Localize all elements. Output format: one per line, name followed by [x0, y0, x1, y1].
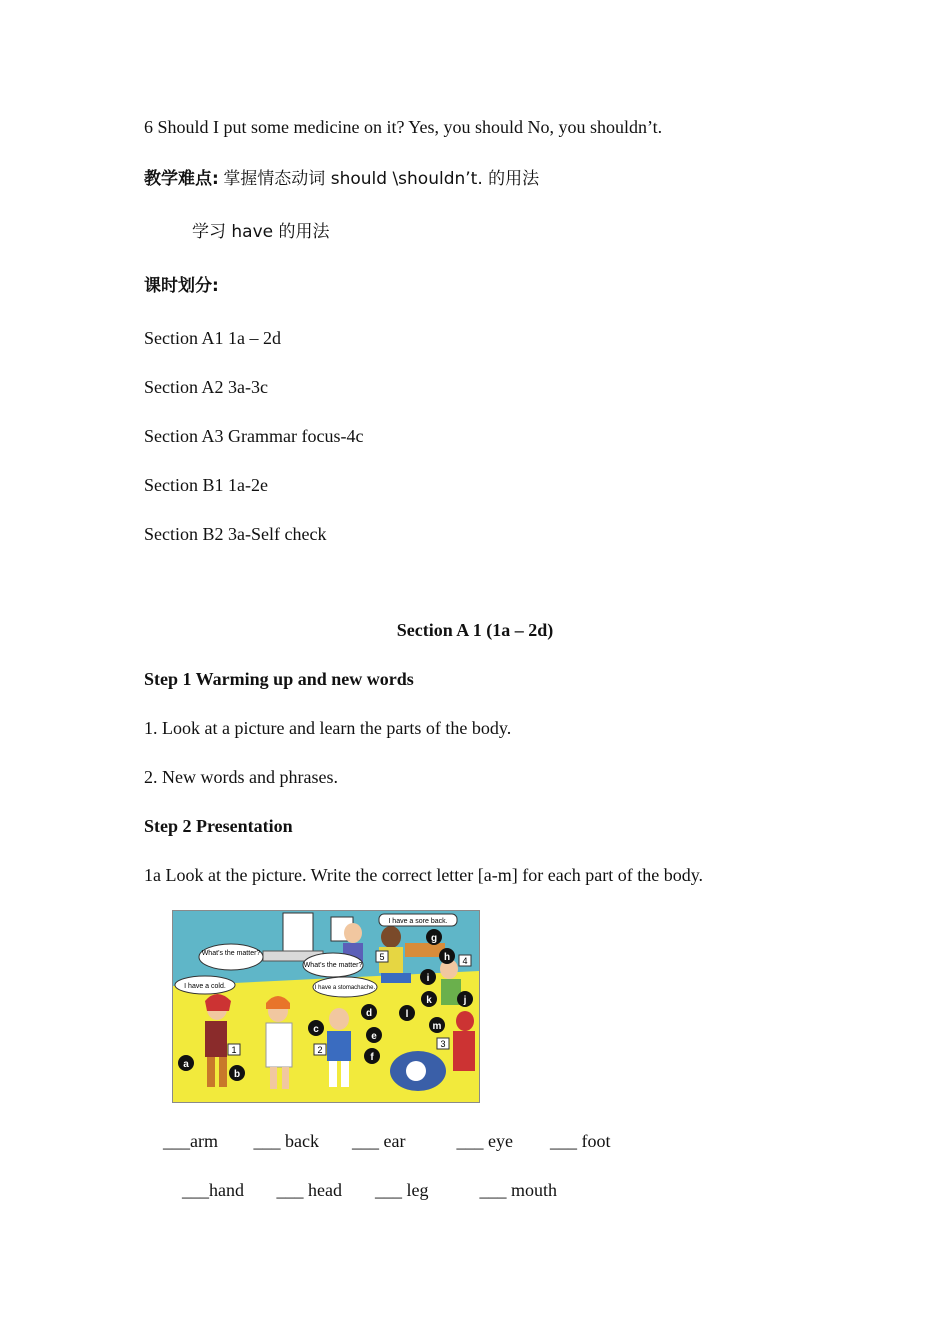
- blank-back[interactable]: ___ back: [253, 1131, 319, 1151]
- difficulty-text-2: 学习 have 的用法: [192, 222, 330, 242]
- marker-letter: j: [463, 995, 467, 1006]
- section-item: Section B1 1a-2e: [144, 475, 268, 495]
- clinic-scene-drawing: [173, 911, 479, 1102]
- marker-number: 1: [231, 1045, 237, 1055]
- blank-foot[interactable]: ___ foot: [550, 1131, 611, 1151]
- step1-item-2: 2. New words and phrases.: [144, 767, 338, 787]
- marker-letter: b: [233, 1069, 241, 1080]
- marker-letter: k: [426, 995, 432, 1006]
- marker-letter: m: [432, 1021, 442, 1032]
- marker-letter: a: [183, 1059, 189, 1070]
- bubble-text: I have a cold.: [184, 983, 226, 990]
- step1-item-1: 1. Look at a picture and learn the parts of the body.: [144, 718, 512, 738]
- marker-letter: e: [371, 1031, 377, 1042]
- marker-letter: l: [405, 1009, 409, 1020]
- blank-arm[interactable]: ___arm: [163, 1131, 218, 1151]
- marker-letter: f: [370, 1052, 374, 1063]
- sentence-6: 6 Should I put some medicine on it? Yes, you should No, you shouldn’t.: [144, 117, 663, 137]
- marker-number: 2: [317, 1045, 323, 1055]
- bubble-text: I have a stomachache.: [314, 985, 376, 991]
- blank-ear[interactable]: ___ ear: [352, 1131, 406, 1151]
- marker-letter: h: [443, 952, 451, 963]
- marker-number: 5: [379, 952, 385, 962]
- blank-hand[interactable]: ___hand: [182, 1180, 244, 1200]
- bubble-text: What’s the matter?: [303, 962, 363, 969]
- marker-letter: g: [430, 933, 438, 944]
- lesson-title: Section A 1 (1a – 2d): [396, 620, 554, 640]
- marker-number: 3: [440, 1039, 446, 1049]
- difficulty-label: 教学难点:: [144, 169, 219, 189]
- blank-eye[interactable]: ___ eye: [456, 1131, 513, 1151]
- marker-letter: i: [426, 973, 430, 984]
- difficulty-line: [144, 167, 539, 190]
- marker-letter: d: [365, 1008, 373, 1019]
- section-item: Section A1 1a – 2d: [144, 328, 281, 348]
- body-parts-illustration: [172, 910, 480, 1103]
- task-1a: 1a Look at the picture. Write the correct letter [a-m] for each part of the body.: [144, 865, 704, 885]
- blank-mouth[interactable]: ___ mouth: [479, 1180, 558, 1200]
- section-item: Section B2 3a-Self check: [144, 524, 327, 544]
- section-item: Section A3 Grammar focus-4c: [144, 426, 364, 446]
- blanks-row-1: [163, 1130, 611, 1152]
- bubble-text: What’s the matter?: [201, 950, 261, 957]
- section-item: Section A2 3a-3c: [144, 377, 268, 397]
- step1-heading: Step 1 Warming up and new words: [144, 669, 414, 689]
- difficulty-text: 掌握情态动词 should \shouldn’t. 的用法: [223, 169, 540, 189]
- marker-number: 4: [462, 956, 468, 966]
- bubble-text: I have a sore back.: [388, 918, 448, 925]
- blank-leg[interactable]: ___ leg: [375, 1180, 429, 1200]
- blanks-row-2: [182, 1179, 557, 1201]
- period-label: 课时划分:: [144, 276, 219, 296]
- blank-head[interactable]: ___ head: [276, 1180, 342, 1200]
- marker-letter: c: [313, 1024, 319, 1035]
- step2-heading: Step 2 Presentation: [144, 816, 293, 836]
